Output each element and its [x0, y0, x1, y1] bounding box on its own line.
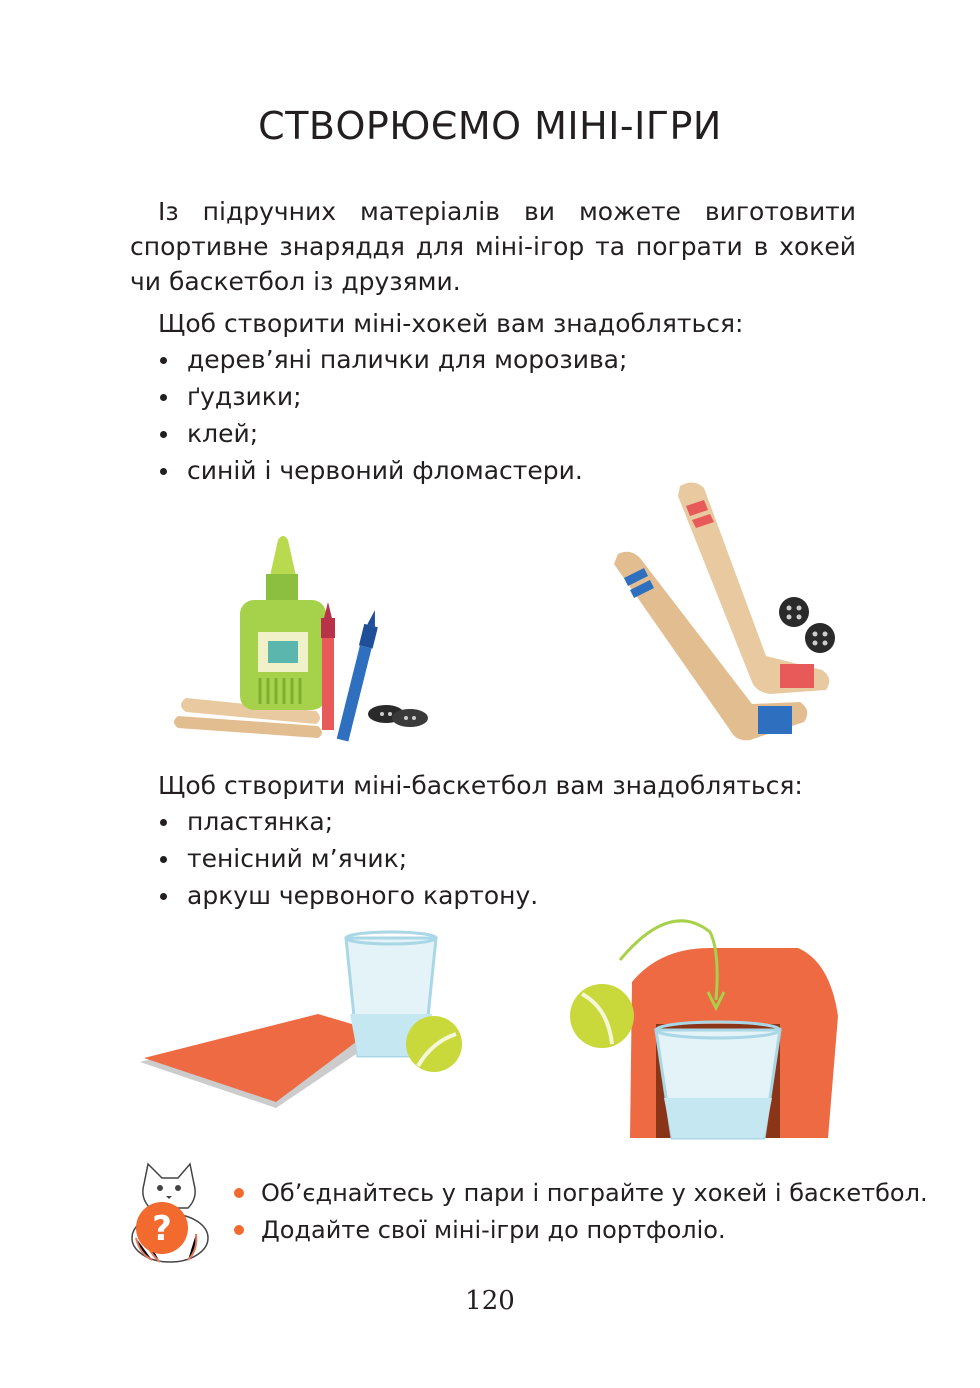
- cup-in-hoop-image: [656, 1022, 780, 1138]
- list-item: аркуш червоного картону.: [158, 878, 538, 915]
- hockey-materials-illustration: [168, 528, 448, 758]
- hockey-materials-list: [158, 342, 627, 490]
- list-item: дерев’яні палички для морозива;: [158, 342, 627, 379]
- hockey-sticks-illustration: [600, 478, 850, 753]
- svg-text:?: ?: [152, 1209, 172, 1249]
- task-item: Додайте свої міні-ігри до портфоліо.: [232, 1212, 928, 1249]
- page-number: 120: [465, 1286, 515, 1316]
- tasks-list: [232, 1175, 928, 1249]
- list-item: тенісний м’ячик;: [158, 841, 538, 878]
- glue-bottle-image: [240, 536, 326, 710]
- blue-stick-image: [614, 552, 807, 741]
- list-item: пластянка;: [158, 804, 538, 841]
- list-item: клей;: [158, 416, 627, 453]
- tennis-ball-image: [406, 1016, 462, 1072]
- basketball-materials-illustration: [136, 930, 476, 1110]
- flying-tennis-ball-image: [570, 984, 634, 1048]
- basketball-lead: Щоб створити міні-баскетбол вам знадобляться:: [158, 771, 803, 800]
- list-item: синій і червоний фломастери.: [158, 453, 627, 490]
- list-item: ґудзики;: [158, 379, 627, 416]
- basketball-materials-list: [158, 804, 538, 915]
- puck-buttons-image: [779, 597, 835, 653]
- basketball-game-illustration: [560, 912, 850, 1144]
- intro-paragraph: Із підручних матеріалів ви можете виготовити спортивне знаряддя для міні-ігор та пограти в хокей чи баскетбол із друзями.: [130, 197, 856, 296]
- red-cardboard-image: [140, 1014, 376, 1108]
- red-marker-image: [321, 602, 335, 730]
- buttons-image: [368, 705, 428, 727]
- cat-question-icon: [126, 1158, 212, 1264]
- blue-marker-image: [336, 608, 382, 741]
- hockey-lead: Щоб створити міні-хокей вам знадобляться:: [158, 309, 744, 338]
- page-title: СТВОРЮЄМО МІНІ-ІГРИ: [258, 104, 722, 148]
- task-item: Об’єднайтесь у пари і пограйте у хокей і баскетбол.: [232, 1175, 928, 1212]
